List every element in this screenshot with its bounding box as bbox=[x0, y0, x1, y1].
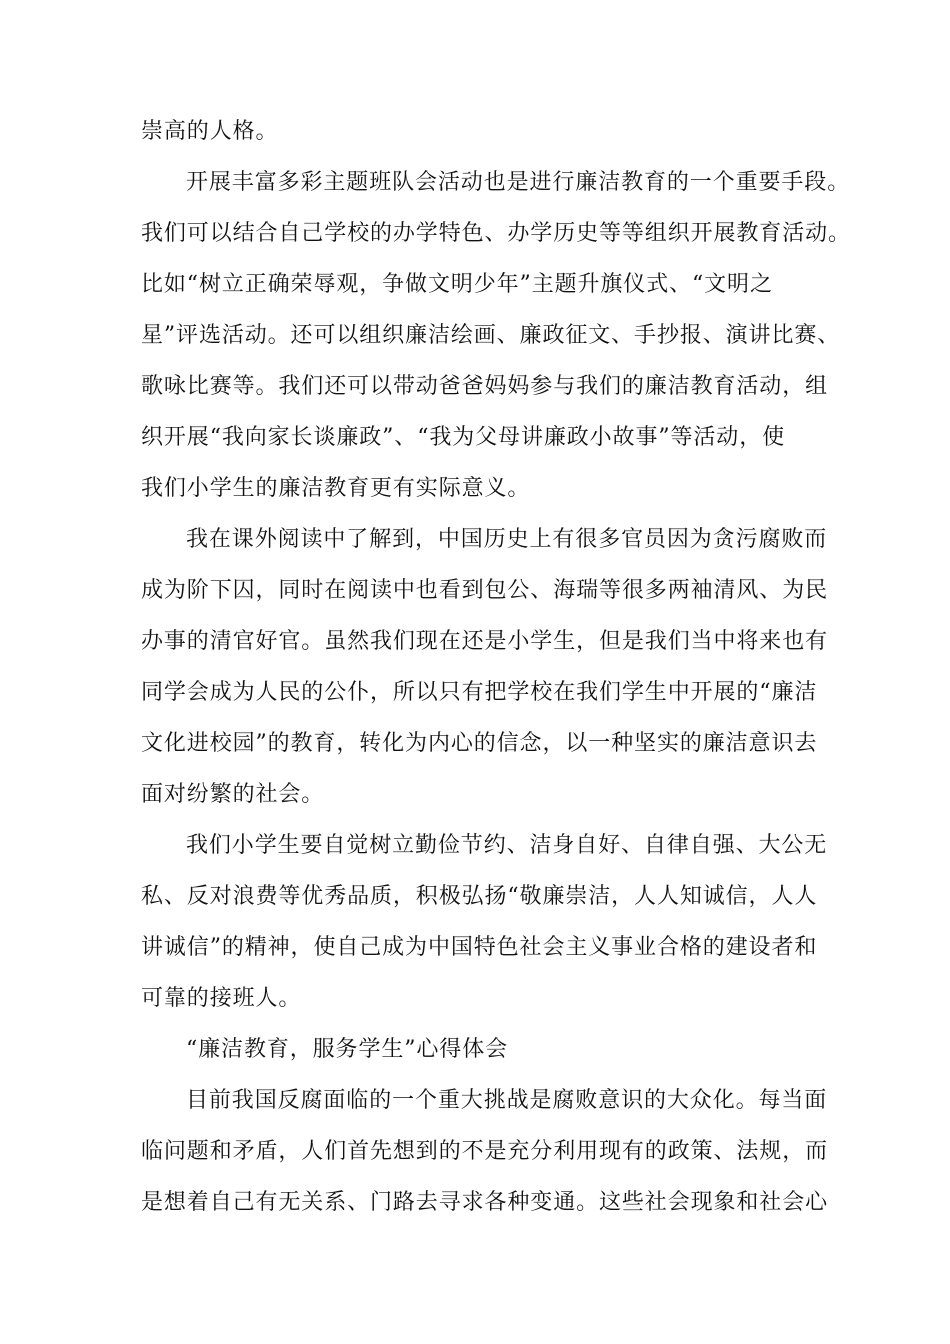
paragraph-start-line: 目前我国反腐面临的一个重大挑战是腐败意识的大众化。每当面 bbox=[186, 1088, 828, 1113]
text-line: 成为阶下囚，同时在阅读中也看到包公、海瑞等很多两袖清风、为民 bbox=[141, 578, 829, 603]
text-line: 是想着自己有无关系、门路去寻求各种变通。这些社会现象和社会心 bbox=[141, 1190, 829, 1215]
text-line: 比如“树立正确荣辱观，争做文明少年”主题升旗仪式、“文明之 bbox=[141, 272, 773, 297]
text-line: 文化进校园”的教育，转化为内心的信念，以一种坚实的廉洁意识去 bbox=[141, 731, 818, 756]
paragraph-start-line: 开展丰富多彩主题班队会活动也是进行廉洁教育的一个重要手段。 bbox=[186, 170, 851, 195]
text-line: 织开展“我向家长谈廉政”、“我为父母讲廉政小故事”等活动，使 bbox=[141, 425, 785, 450]
text-line: 星”评选活动。还可以组织廉洁绘画、廉政征文、手抄报、演讲比赛、 bbox=[141, 323, 841, 348]
paragraph-start-line: 我在课外阅读中了解到，中国历史上有很多官员因为贪污腐败而 bbox=[186, 527, 828, 552]
text-line: 歌咏比赛等。我们还可以带动爸爸妈妈参与我们的廉洁教育活动，组 bbox=[141, 374, 829, 399]
text-line: 私、反对浪费等优秀品质，积极弘扬“敬廉崇洁，人人知诚信，人人 bbox=[141, 884, 818, 909]
text-line: 面对纷繁的社会。 bbox=[141, 782, 325, 807]
text-line: 讲诚信”的精神，使自己成为中国特色社会主义事业合格的建设者和 bbox=[141, 935, 818, 960]
text-line: 我们可以结合自己学校的办学特色、办学历史等等组织开展教育活动。 bbox=[141, 221, 851, 246]
text-line: 崇高的人格。 bbox=[141, 119, 279, 144]
text-line: 同学会成为人民的公仆，所以只有把学校在我们学生中开展的“廉洁 bbox=[141, 680, 818, 705]
paragraph-start-line: 我们小学生要自觉树立勤俭节约、洁身自好、自律自强、大公无 bbox=[186, 833, 828, 858]
text-line: 临问题和矛盾，人们首先想到的不是充分利用现有的政策、法规，而 bbox=[141, 1139, 829, 1164]
text-line: 我们小学生的廉洁教育更有实际意义。 bbox=[141, 476, 531, 501]
text-line: 办事的清官好官。虽然我们现在还是小学生，但是我们当中将来也有 bbox=[141, 629, 829, 654]
section-heading: “廉洁教育，服务学生”心得体会 bbox=[186, 1037, 508, 1062]
text-line: 可靠的接班人。 bbox=[141, 986, 302, 1011]
